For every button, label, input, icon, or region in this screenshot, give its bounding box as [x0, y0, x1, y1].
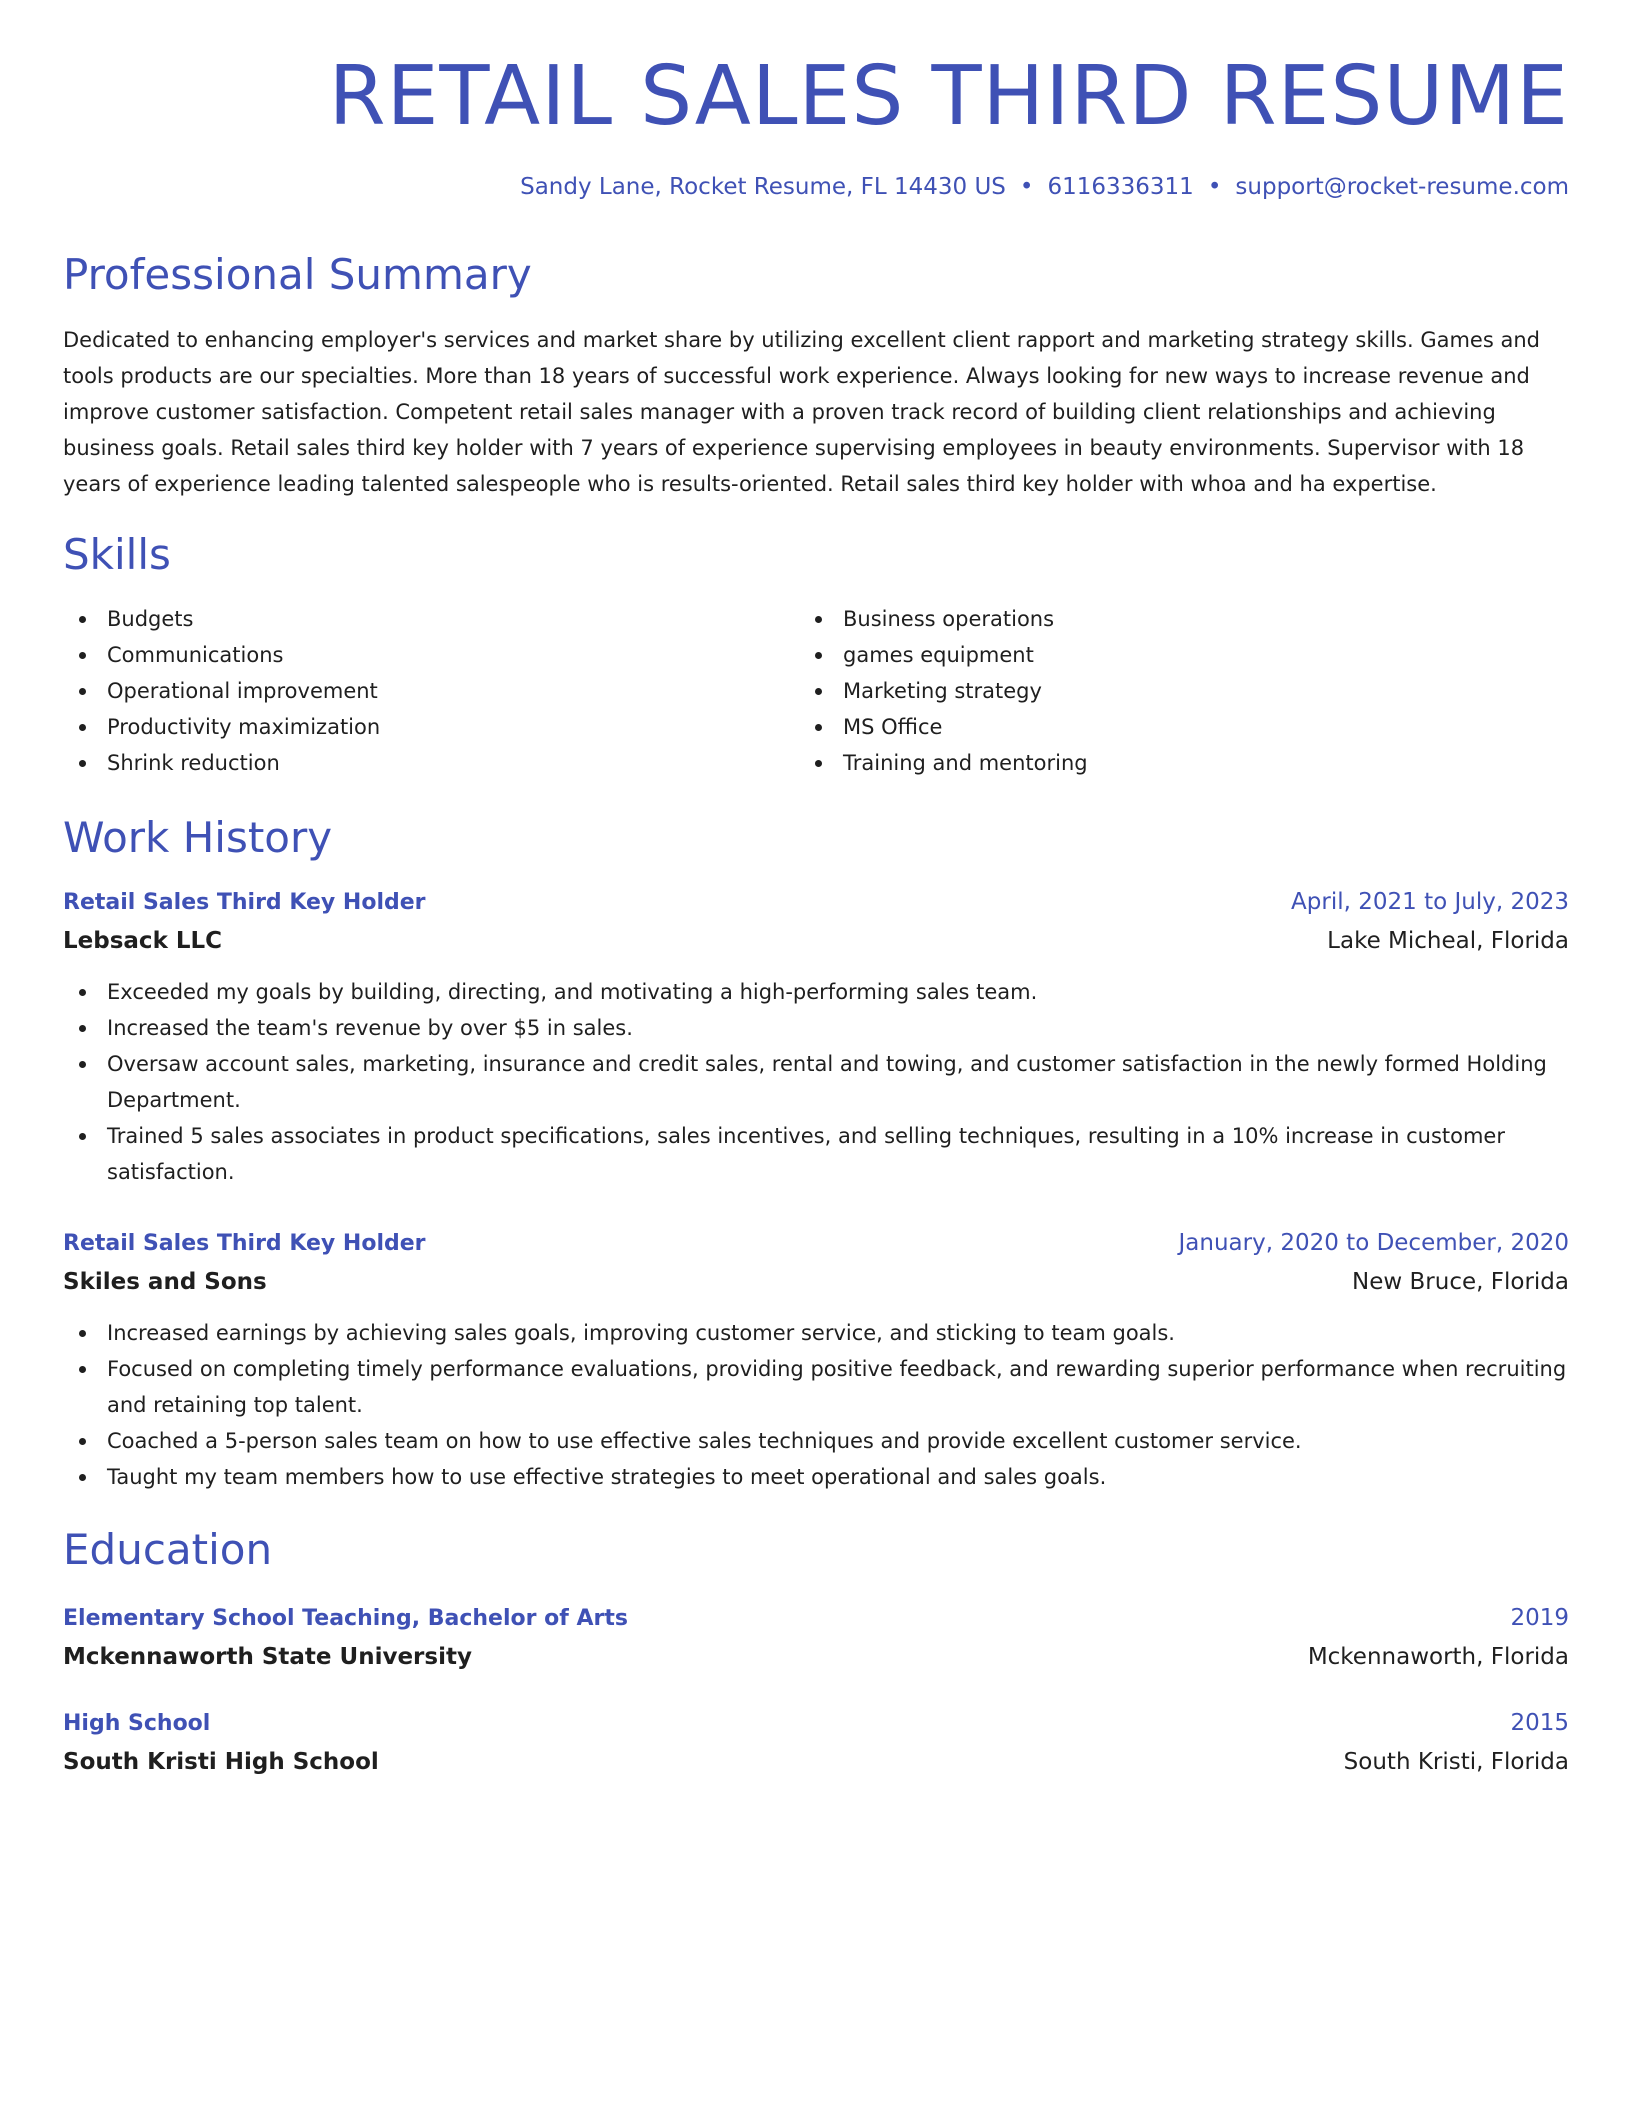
job-bullet: Coached a 5-person sales team on how to use effective sales techniques and provide excellent customer service.: [63, 1423, 1569, 1459]
job-bullet: Focused on completing timely performance evaluations, providing positive feedback, and rewarding superior performance when recruiting and retaining top talent.: [63, 1351, 1569, 1423]
education-degree: High School: [63, 1711, 211, 1737]
skill-item: MS Office: [799, 709, 1535, 745]
education-location: Mckennaworth, Florida: [1307, 1644, 1569, 1671]
job-location: New Bruce, Florida: [1352, 1269, 1569, 1296]
job-title: Retail Sales Third Key Holder: [63, 1231, 426, 1257]
contact-phone: 6116336311: [1047, 174, 1194, 201]
job-header-row: [63, 1224, 1569, 1263]
contact-address: Sandy Lane, Rocket Resume, FL 14430 US: [520, 174, 1006, 201]
skill-item: Business operations: [799, 601, 1535, 637]
education-year: 2019: [1510, 1605, 1569, 1632]
education-degree: Elementary School Teaching, Bachelor of Arts: [63, 1606, 628, 1632]
contact-email[interactable]: support@rocket-resume.com: [1235, 174, 1569, 201]
job-company: Skiles and Sons: [63, 1269, 267, 1296]
education-school-row: [63, 1743, 1569, 1781]
job-location: Lake Micheal, Florida: [1327, 928, 1569, 955]
education-location: South Kristi, Florida: [1343, 1749, 1569, 1776]
skills-column-right: [799, 601, 1535, 781]
job-dates: January, 2020 to December, 2020: [1178, 1230, 1569, 1257]
summary-heading: Professional Summary: [63, 249, 532, 299]
skills-column-left: [63, 601, 799, 781]
job-bullet: Trained 5 sales associates in product specifications, sales incentives, and selling techniques, resulting in a 10% increase in customer satisfaction.: [63, 1118, 1569, 1190]
education-year: 2015: [1510, 1710, 1569, 1737]
education-school: Mckennaworth State University: [63, 1644, 472, 1671]
work-history-heading: Work History: [63, 812, 333, 862]
skill-item: Budgets: [63, 601, 799, 637]
job-company-row: [63, 1263, 1569, 1301]
contact-line: [63, 174, 1569, 202]
skill-item: Marketing strategy: [799, 673, 1535, 709]
skill-item: games equipment: [799, 637, 1535, 673]
job-bullet: Exceeded my goals by building, directing, and motivating a high-performing sales team.: [63, 974, 1569, 1010]
contact-separator: •: [1019, 174, 1034, 201]
job-title: Retail Sales Third Key Holder: [63, 890, 426, 916]
education-school: South Kristi High School: [63, 1749, 379, 1776]
education-header-row: [63, 1599, 1569, 1638]
contact-separator: •: [1207, 174, 1222, 201]
education-school-row: [63, 1638, 1569, 1676]
skills-heading: Skills: [63, 530, 171, 580]
skill-item: Operational improvement: [63, 673, 799, 709]
summary-text: Dedicated to enhancing employer's services and market share by utilizing excellent client rapport and marketing strategy skills. Games and tools products are our specialties. More than 18 years of successful work experience. Always looking for new ways to increase revenue and improve customer satisfaction. Competent retail sales manager with a proven track record of building client relationships and achieving business goals. Retail sales third key holder with 7 years of experience supervising employees in beauty environments. Supervisor with 18 years of experience leading talented salespeople who is results-oriented. Retail sales third key holder with whoa and ha expertise.: [63, 328, 1540, 497]
job-bullet: Increased earnings by achieving sales goals, improving customer service, and sticking to team goals.: [63, 1315, 1569, 1351]
job-header-row: [63, 883, 1569, 922]
job-bullets: [63, 974, 1569, 1190]
skill-item: Communications: [63, 637, 799, 673]
skills-list: [63, 601, 1569, 781]
education-entry: [63, 1599, 1569, 1676]
skill-item: Shrink reduction: [63, 745, 799, 781]
education-entry: [63, 1704, 1569, 1781]
skill-item: Productivity maximization: [63, 709, 799, 745]
education-heading: Education: [63, 1525, 273, 1575]
job-bullets: [63, 1315, 1569, 1495]
education-header-row: [63, 1704, 1569, 1743]
job-bullet: Increased the team's revenue by over $5 in sales.: [63, 1010, 1569, 1046]
job-bullet: Taught my team members how to use effective strategies to meet operational and sales goals.: [63, 1459, 1569, 1495]
skill-item: Training and mentoring: [799, 745, 1535, 781]
job-dates: April, 2021 to July, 2023: [1291, 889, 1569, 916]
job-bullet: Oversaw account sales, marketing, insurance and credit sales, rental and towing, and customer satisfaction in the newly formed Holding Department.: [63, 1046, 1569, 1118]
job-company-row: [63, 922, 1569, 960]
job-entry: [63, 883, 1569, 1190]
job-entry: [63, 1224, 1569, 1495]
resume-name: RETAIL SALES THIRD RESUME: [328, 49, 1569, 144]
job-company: Lebsack LLC: [63, 928, 223, 955]
